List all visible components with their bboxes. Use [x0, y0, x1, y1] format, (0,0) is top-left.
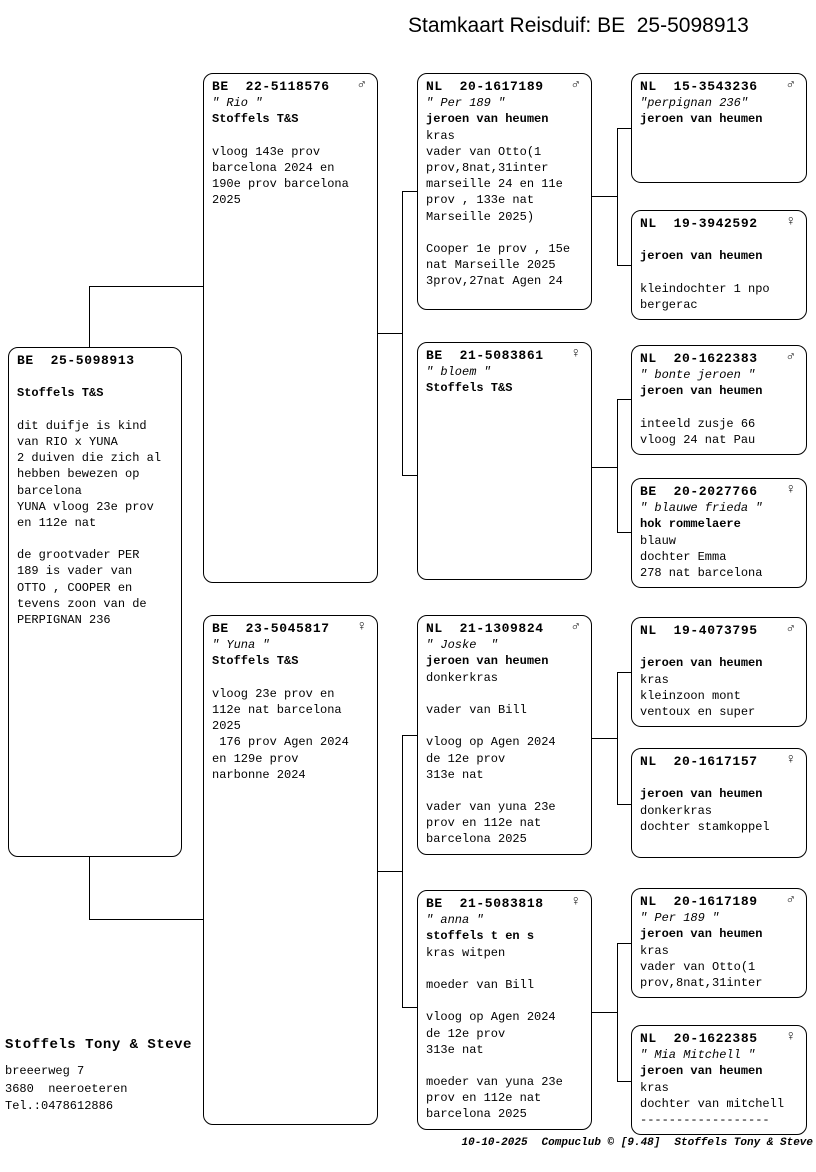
female-symbol-icon: ♀	[571, 894, 580, 910]
male-symbol-icon: ♂	[571, 619, 580, 635]
male-symbol-icon: ♂	[786, 621, 795, 637]
box-text-line: nat Marseille 2025	[426, 258, 556, 273]
box-text-line: dit duifje is kind	[17, 418, 147, 433]
box-text-line: vloog op Agen 2024	[426, 735, 556, 750]
pedigree-box-g4-nl-19-3942592	[631, 210, 807, 320]
connector-line	[617, 1081, 631, 1082]
box-text-line: jeroen van heumen	[640, 656, 763, 671]
box-text-line: vloog op Agen 2024	[426, 1010, 556, 1025]
box-text-line: " Yuna "	[212, 638, 270, 653]
box-text-line: jeroen van heumen	[640, 927, 763, 942]
box-text-line: barcelona 2025	[426, 1107, 527, 1122]
box-text-line	[426, 718, 585, 734]
ring-number: BE 22-5118576	[212, 79, 330, 94]
box-text-line: 112e nat barcelona	[212, 702, 342, 717]
box-text-line: ------------------	[640, 1112, 770, 1127]
owner-address-street: breeerweg 7	[5, 1064, 85, 1078]
box-text-line: 313e nat	[426, 767, 484, 782]
box-text-line: PERPIGNAN 236	[17, 613, 111, 627]
box-text-line: Marseille 2025)	[426, 209, 535, 224]
box-text-line: donkerkras	[640, 803, 713, 818]
male-symbol-icon: ♂	[786, 77, 795, 93]
box-text-line: en 112e nat	[17, 515, 97, 530]
connector-line	[402, 735, 403, 1007]
box-text-line	[640, 639, 800, 655]
box-text-line: en 129e prov	[212, 751, 299, 766]
connector-line	[592, 1012, 617, 1013]
footer-date: 10-10-2025	[461, 1137, 528, 1149]
male-symbol-icon: ♂	[357, 77, 366, 93]
connector-line	[617, 943, 631, 944]
male-symbol-icon: ♂	[786, 349, 795, 365]
box-text-line	[640, 265, 800, 281]
male-symbol-icon: ♂	[786, 892, 795, 908]
connector-line	[402, 1007, 417, 1008]
owner-phone: Tel.:0478612886	[5, 1099, 114, 1113]
ring-number: BE 25-5098913	[17, 353, 135, 368]
box-text-line: jeroen van heumen	[640, 1064, 763, 1079]
pedigree-box-g4-nl-19-4073795	[631, 617, 807, 727]
box-text-line: jeroen van heumen	[640, 384, 763, 399]
box-text-line: 2025	[212, 719, 241, 734]
box-text-line: kleinzoon mont	[640, 688, 741, 703]
box-text-line: blauw	[640, 533, 677, 548]
box-text-line: 189 is vader van	[17, 564, 133, 579]
box-text-line: 2 duiven die zich al	[17, 451, 162, 466]
box-text-line: OTTO , COOPER en	[17, 580, 133, 595]
box-text-line: " bonte jeroen "	[640, 368, 756, 383]
box-text-line: " bloem "	[426, 365, 491, 380]
ring-number: NL 20-1622383	[640, 351, 758, 366]
box-text-line: vader van yuna 23e	[426, 800, 556, 815]
connector-line	[617, 399, 631, 400]
pedigree-box-g4-mia-mitchell	[631, 1025, 807, 1135]
box-text-line: Cooper 1e prov , 15e	[426, 241, 571, 256]
box-text-line: Stoffels T&S	[17, 386, 104, 401]
box-text-line: barcelona 2024 en	[212, 160, 335, 175]
box-text-line: de grootvader PER	[17, 548, 140, 563]
box-text-line: Stoffels T&S	[426, 381, 513, 396]
connector-line	[617, 804, 631, 805]
ring-number: NL 15-3543236	[640, 79, 758, 94]
connector-line	[617, 943, 618, 1081]
box-text-line: 3prov,27nat Agen 24	[426, 274, 563, 289]
box-text-line: prov,8nat,31inter	[640, 975, 763, 990]
box-text-line: Stoffels T&S	[212, 112, 299, 127]
connector-line	[617, 672, 631, 673]
box-text-line: vader van Otto(1	[426, 144, 542, 159]
box-text-line	[17, 402, 175, 418]
box-text-line: inteeld zusje 66	[640, 416, 756, 431]
female-symbol-icon: ♀	[786, 752, 795, 768]
box-text-line: " Joske "	[426, 638, 499, 653]
box-text-line: jeroen van heumen	[640, 112, 763, 127]
box-text-line: kras witpen	[426, 945, 506, 960]
connector-line	[617, 128, 631, 129]
box-text-line: 278 nat barcelona	[640, 565, 763, 580]
box-text-line: marseille 24 en 11e	[426, 177, 563, 192]
footer-loft: Stoffels Tony & Steve	[674, 1137, 813, 1149]
box-text-line: dochter Emma	[640, 549, 727, 564]
ring-number: BE 23-5045817	[212, 621, 330, 636]
owner-block	[5, 1037, 192, 1116]
footer-software: Compuclub © [9.48]	[541, 1137, 661, 1149]
box-text-line: vader van Bill	[426, 702, 527, 717]
box-text-line: YUNA vloog 23e prov	[17, 499, 154, 514]
box-text-line: hok rommelaere	[640, 517, 741, 532]
box-text-line: vloog 23e prov en	[212, 686, 335, 701]
box-text-line: tevens zoon van de	[17, 596, 147, 611]
box-text-line: kras	[640, 672, 669, 687]
box-text-line: " Per 189 "	[426, 96, 506, 111]
box-text-line: jeroen van heumen	[426, 112, 549, 127]
female-symbol-icon: ♀	[357, 619, 366, 635]
pedigree-box-dams-sire-joske	[417, 615, 592, 855]
connector-line	[592, 738, 617, 739]
connector-line	[89, 919, 203, 920]
box-text-line: prov , 133e nat	[426, 193, 535, 208]
box-text-line	[212, 670, 371, 686]
box-text-line: prov en 112e nat	[426, 816, 542, 831]
pedigree-box-dam-yuna	[203, 615, 378, 1125]
box-text-line: Stoffels T&S	[212, 654, 299, 669]
pedigree-box-g4-blauwe-frieda	[631, 478, 807, 588]
connector-line	[402, 191, 403, 475]
box-text-line: 2025	[212, 193, 241, 208]
pedigree-box-sires-dam-bloem	[417, 342, 592, 580]
box-text-line	[426, 783, 585, 799]
connector-line	[378, 333, 402, 334]
box-text-line: narbonne 2024	[212, 767, 306, 782]
connector-line	[89, 286, 90, 347]
connector-line	[402, 735, 417, 736]
ring-number: NL 19-4073795	[640, 623, 758, 638]
box-text-line: kras	[640, 943, 669, 958]
pedigree-box-sire-rio	[203, 73, 378, 583]
box-text-line	[640, 400, 800, 416]
box-text-line: " Mia Mitchell "	[640, 1048, 756, 1063]
box-text-line: stoffels t en s	[426, 929, 535, 944]
box-text-line: kras	[426, 128, 455, 143]
box-text-line: moeder van Bill	[426, 977, 535, 992]
pedigree-box-subject-be-25-5098913	[8, 347, 182, 857]
box-text-line: vloog 143e prov	[212, 144, 321, 159]
ring-number: NL 20-1622385	[640, 1031, 758, 1046]
box-text-line	[640, 232, 800, 248]
box-text-line: barcelona	[17, 483, 82, 498]
connector-line	[617, 532, 631, 533]
box-text-line: vader van Otto(1	[640, 959, 756, 974]
box-text-line: donkerkras	[426, 670, 499, 685]
box-text-line: "perpignan 236"	[640, 96, 749, 111]
box-text-line: de 12e prov	[426, 1026, 506, 1041]
box-text-line	[640, 770, 800, 786]
box-text-line	[426, 1058, 585, 1074]
box-text-line: vloog 24 nat Pau	[640, 432, 756, 447]
box-text-line: hebben bewezen op	[17, 467, 140, 482]
box-text-line: 313e nat	[426, 1042, 484, 1057]
box-text-line	[212, 128, 371, 144]
pedigree-box-dams-dam-anna	[417, 890, 592, 1130]
connector-line	[378, 871, 402, 872]
box-text-line: bergerac	[640, 297, 698, 312]
connector-line	[617, 672, 618, 804]
box-text-line: " anna "	[426, 913, 484, 928]
box-text-line: 190e prov barcelona	[212, 177, 349, 192]
ring-number: NL 19-3942592	[640, 216, 758, 231]
box-text-line	[426, 686, 585, 702]
box-text-line: de 12e prov	[426, 751, 506, 766]
owner-name: Stoffels Tony & Steve	[5, 1037, 192, 1053]
footer	[462, 1137, 813, 1149]
box-text-line: barcelona 2025	[426, 832, 527, 847]
female-symbol-icon: ♀	[786, 482, 795, 498]
box-text-line: ventoux en super	[640, 704, 756, 719]
connector-line	[89, 286, 203, 287]
connector-line	[617, 128, 618, 265]
box-text-line: dochter van mitchell	[640, 1096, 785, 1111]
box-text-line: jeroen van heumen	[640, 787, 763, 802]
box-text-line	[17, 531, 175, 547]
male-symbol-icon: ♂	[571, 77, 580, 93]
connector-line	[617, 399, 618, 533]
page-title: Stamkaart Reisduif: BE 25-5098913	[408, 14, 749, 37]
owner-address-city: 3680 neeroeteren	[5, 1081, 128, 1096]
box-text-line: prov,8nat,31inter	[426, 160, 549, 175]
connector-line	[592, 196, 617, 197]
box-text-line: " blauwe frieda "	[640, 501, 763, 516]
ring-number: NL 20-1617189	[426, 79, 544, 94]
connector-line	[402, 475, 417, 476]
connector-line	[402, 191, 417, 192]
box-text-line: kleindochter 1 npo	[640, 281, 770, 296]
ring-number: BE 20-2027766	[640, 484, 758, 499]
box-text-line: moeder van yuna 23e	[426, 1075, 563, 1090]
box-text-line	[426, 225, 585, 241]
pedigree-box-g4-per-189	[631, 888, 807, 998]
female-symbol-icon: ♀	[571, 346, 580, 362]
ring-number: BE 21-5083818	[426, 896, 544, 911]
box-text-line: jeroen van heumen	[426, 654, 549, 669]
connector-line	[592, 467, 617, 468]
ring-number: NL 21-1309824	[426, 621, 544, 636]
box-text-line: 176 prov Agen 2024	[212, 735, 349, 750]
pedigree-box-g4-bonte-jeroen	[631, 345, 807, 455]
pedigree-box-sires-sire-per-189	[417, 73, 592, 310]
box-text-line: dochter stamkoppel	[640, 819, 770, 834]
female-symbol-icon: ♀	[786, 1029, 795, 1045]
box-text-line: " Rio "	[212, 96, 263, 111]
pedigree-box-g4-perpignan-236	[631, 73, 807, 183]
ring-number: NL 20-1617189	[640, 894, 758, 909]
box-text-line: " Per 189 "	[640, 911, 720, 926]
box-text-line: kras	[640, 1080, 669, 1095]
box-text-line	[426, 993, 585, 1009]
box-text-line	[17, 369, 175, 385]
box-text-line: van RIO x YUNA	[17, 434, 118, 449]
box-text-line: prov en 112e nat	[426, 1091, 542, 1106]
connector-line	[89, 857, 90, 919]
ring-number: BE 21-5083861	[426, 348, 544, 363]
connector-line	[617, 265, 631, 266]
box-text-line	[426, 961, 585, 977]
female-symbol-icon: ♀	[786, 214, 795, 230]
pedigree-box-g4-nl-20-1617157	[631, 748, 807, 858]
ring-number: NL 20-1617157	[640, 754, 758, 769]
box-text-line: jeroen van heumen	[640, 249, 763, 264]
